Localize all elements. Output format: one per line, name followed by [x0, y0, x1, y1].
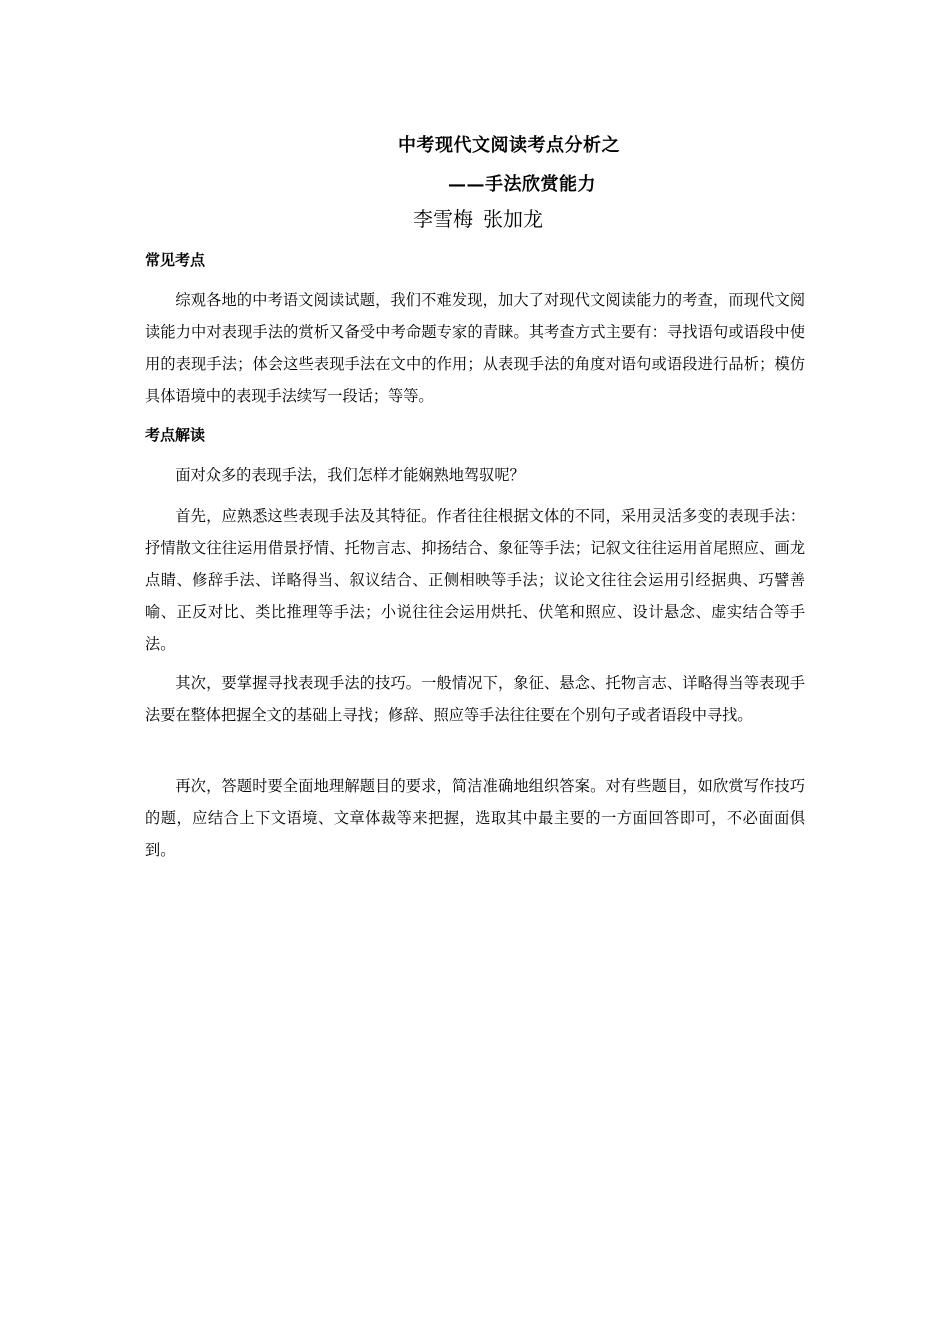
paragraph: 首先，应熟悉这些表现手法及其特征。作者往往根据文体的不同，采用灵活多变的表现手法：抒情散文往往运用借景抒情、托物言志、抑扬结合、象征等手法；记叙文往往运用首尾照应、画龙点睛、修辞手法、详略得当、叙议结合、正侧相映等手法；议论文往往会运用引经据典、巧譬善喻、正反对比、类比推理等手法；小说往往会运用烘托、伏笔和照应、设计悬念、虚实结合等手法。	[145, 507, 805, 653]
author-name: 李雪梅	[413, 207, 473, 231]
paragraph: 综观各地的中考语文阅读试题，我们不难发现，加大了对现代文阅读能力的考查，而现代文阅读能力中对表现手法的赏析又备受中考命题专家的青睐。其考查方式主要有：寻找语句或语段中使用的表现手法；体会这些表现手法在文中的作用；从表现手法的角度对语句或语段进行品析；模仿具体语境中的表现手法续写一段话；等等。	[145, 291, 805, 405]
section-heading-common-points: 常见考点	[145, 251, 206, 269]
paragraph: 其次，要掌握寻找表现手法的技巧。一般情况下，象征、悬念、托物言志、详略得当等表现手法要在整体把握全文的基础上寻找；修辞、照应等手法往往要在个别句子或者语段中寻找。	[145, 674, 805, 724]
paragraph: 再次，答题时要全面地理解题目的要求，简洁准确地组织答案。对有些题目，如欣赏写作技巧的题，应结合上下文语境、文章体裁等来把握，选取其中最主要的一方面回答即可，不必面面俱到。	[145, 777, 805, 859]
document-subtitle: ——手法欣赏能力	[448, 174, 596, 195]
author-line	[413, 205, 543, 233]
author-name: 张加龙	[483, 207, 543, 231]
section-heading-interpretation: 考点解读	[145, 426, 206, 444]
paragraph: 面对众多的表现手法，我们怎样才能娴熟地驾驭呢？	[175, 466, 525, 484]
document-title: 中考现代文阅读考点分析之	[398, 135, 620, 156]
